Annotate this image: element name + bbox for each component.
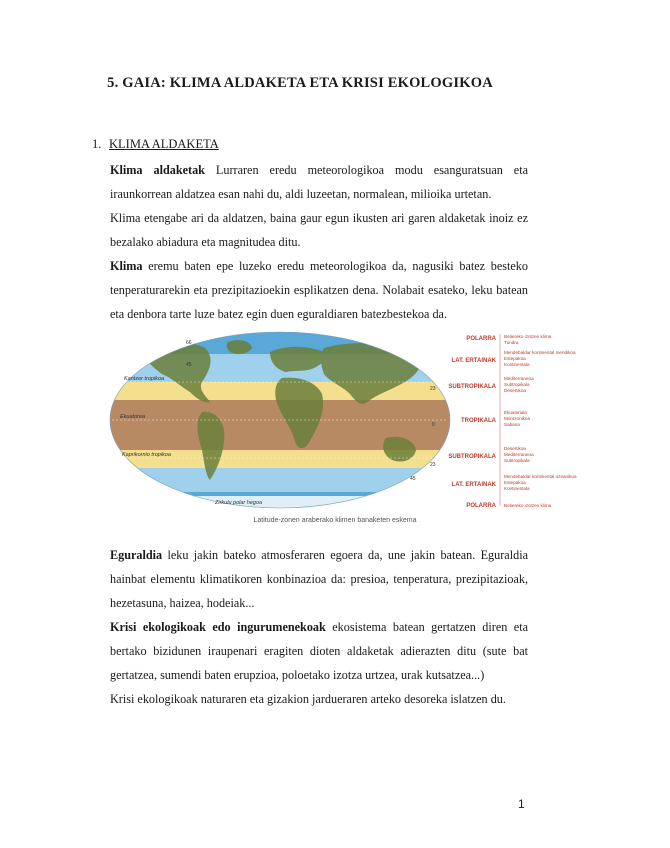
paragraph-climate-definition (110, 254, 528, 326)
label-equator: Ekuatorea (120, 414, 146, 420)
zone-name: LAT. ERTAINAK (451, 482, 496, 488)
paragraph-text: Krisi ekologikoak naturaren eta gizakion jardueraren arteko desoreka islatzen du. (110, 692, 506, 706)
term: Klima aldaketak (110, 163, 205, 177)
zone-name: LAT. ERTAINAK (451, 358, 496, 364)
term: Klima (110, 259, 143, 273)
lat-0: 0 (432, 422, 435, 428)
lat-s45: 45 (410, 476, 416, 482)
zone-name: SUBTROPIKALA (448, 454, 496, 460)
paragraph-ecological-crisis (110, 615, 528, 687)
zone-desc: Mendebaldar kontinental mendikoa (504, 350, 576, 355)
lat-23: 23 (430, 386, 436, 392)
zone-legend (448, 334, 577, 509)
section-label: KLIMA ALDAKETA (109, 137, 219, 151)
climate-zones-map (110, 330, 577, 510)
paragraph-imbalance (110, 687, 528, 711)
label-tropic-capricorn: Kaprikornio tropikoa (122, 452, 171, 458)
zone-desc: Estepakoa (504, 356, 526, 361)
page-title: 5. GAIA: KLIMA ALDAKETA ETA KRISI EKOLOGIKOA (107, 75, 493, 91)
zone-desc: Sabana (504, 422, 520, 427)
zone-desc: Montzonikoa (504, 416, 531, 421)
label-tropic-cancer: Kantzer tropikoa (124, 376, 165, 382)
zone-desc: Mediterraneoa (504, 452, 534, 457)
page-number: 1 (518, 797, 525, 811)
zone-desc: Mendebaldar kontinental ozeanikoa (504, 474, 577, 479)
zone-desc: Betiereko izotzen klima (504, 503, 552, 508)
zone-desc: Estepakoa (504, 480, 526, 485)
lat-45: 45 (186, 362, 192, 368)
paragraph-text: Lurraren eredu meteorologikoa modu esanguratsuan eta iraunkorrean aldatzea esan nahi du, aldi luzeetan, normalean, milioika urtetan. (110, 163, 529, 201)
paragraph-climate-speed (110, 206, 528, 254)
lat-s23: 23 (430, 462, 436, 468)
section-number: 1. (92, 137, 102, 151)
paragraph-text: leku jakin bateko atmosferaren egoera da, une jakin batean. Eguraldia hainbat elementu klimatikoren konbinazioa da: presioa, tenperatura, prezipitazioak, hezetasuna, haizea, hodeiak... (110, 548, 528, 610)
paragraph-climate-change (110, 158, 528, 206)
section-heading (92, 137, 219, 152)
zone-name: POLARRA (466, 503, 496, 509)
zone-desc: Desertikoa (504, 388, 526, 393)
zone-desc: Tundra (504, 340, 519, 345)
zone-desc: Mediterraneoa (504, 376, 534, 381)
zone-desc: Ekuatoriala (504, 410, 527, 415)
paragraph-text: Klima etengabe ari da aldatzen, baina gaur egun ikusten ari garen aldaketak inoiz ez bezalako abiadura eta magnitudea ditu. (110, 211, 528, 249)
zone-band-temperate-south (110, 468, 450, 492)
zone-name: SUBTROPIKALA (448, 384, 496, 390)
figure-caption: Latitude-zonen araberako klimen banaketen eskema (253, 517, 417, 524)
paragraph-weather (110, 543, 528, 615)
lat-66: 66 (186, 340, 192, 346)
term: Krisi ekologikoak edo ingurumenekoak (110, 620, 326, 634)
label-south-polar-circle: Zirkulu polar hegoa (215, 500, 263, 506)
zone-name: TROPIKALA (461, 418, 496, 424)
paragraph-text: eremu baten epe luzeko eredu meteorologikoa da, nagusiki batez besteko tenperaturarekin eta prezipitazioekin esplikatzen dena. Nolabait esateko, leku batean eta denbora tarte luze batez egin duen eguraldiaren batezbestekoa da. (110, 259, 528, 321)
zone-desc: Subtropikala (504, 382, 530, 387)
zone-desc: Kontinentala (504, 486, 530, 491)
term: Eguraldia (110, 548, 163, 562)
zone-desc: Desertikoa (504, 446, 526, 451)
zone-desc: Kontinentala (504, 362, 530, 367)
climate-zones-figure (110, 330, 577, 510)
zone-desc: Betiereko izotzen klima (504, 334, 552, 339)
zone-desc: Subtropikala (504, 458, 530, 463)
paragraph-text: ekosistema batean gertatzen diren eta bertako bizidunen iraupenari eragiten dioten aldaketak adierazten ditu (sute bat gertatzea, sumendi baten erupzioa, poloetako izotza urtzea, urak kutsatzea...) (110, 620, 528, 682)
zone-name: POLARRA (466, 336, 496, 342)
